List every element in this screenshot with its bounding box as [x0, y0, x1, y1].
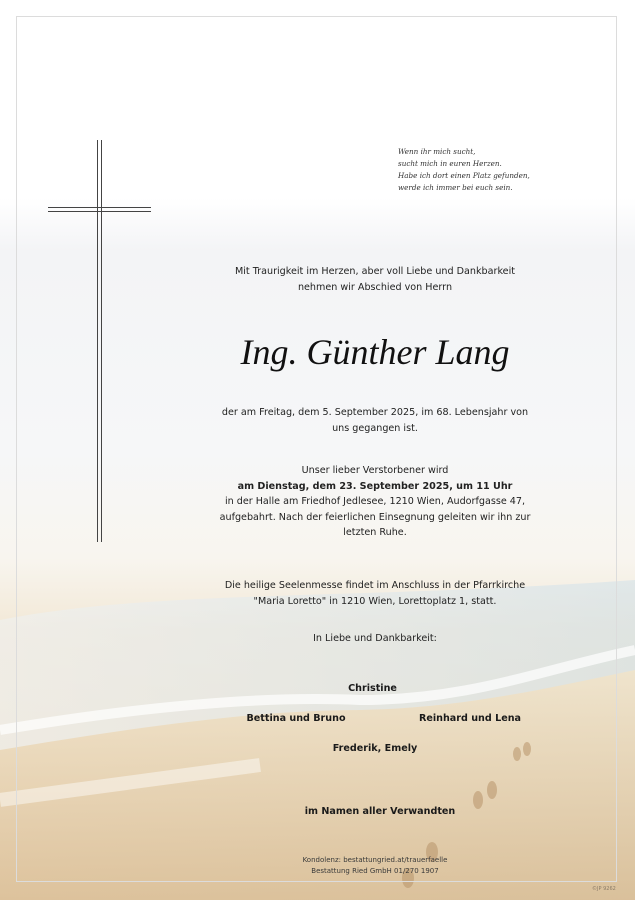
viewing-line: letzten Ruhe.: [343, 527, 407, 538]
footer-contact: [275, 855, 475, 877]
viewing-line: Unser lieber Verstorbener wird: [301, 465, 449, 476]
death-notice: [175, 405, 575, 436]
poem-line: werde ich immer bei euch sein.: [398, 183, 513, 192]
death-line: der am Freitag, dem 5. September 2025, im 68. Lebensjahr von: [221, 407, 529, 418]
memorial-poem: [398, 146, 618, 194]
relatives-note: im Namen aller Verwandten: [304, 806, 456, 817]
poem-line: Habe ich dort einen Platz gefunden,: [398, 171, 530, 180]
condolence-link[interactable]: Kondolenz: bestattungried.at/trauerfaelle: [302, 856, 448, 864]
closing-text: In Liebe und Dankbarkeit:: [313, 633, 437, 644]
family-member: Reinhard und Lena: [418, 713, 522, 724]
poem-line: sucht mich in euren Herzen.: [398, 159, 502, 168]
viewing-line: in der Halle am Friedhof Jedlesee, 1210 Wien, Audorfgasse 47,: [224, 496, 526, 507]
mass-line: "Maria Loretto" in 1210 Wien, Lorettoplatz 1, statt.: [253, 595, 497, 607]
viewing-date: am Dienstag, dem 23. September 2025, um 11 Uhr: [237, 480, 513, 492]
deceased-name: Ing. Günther Lang: [240, 332, 510, 372]
intro-text: [175, 264, 575, 295]
mass-line: Die heilige Seelenmesse findet im Anschluss in der Pfarrkirche: [224, 580, 526, 591]
intro-line: nehmen wir Abschied von Herrn: [297, 281, 453, 293]
poem-line: Wenn ihr mich sucht,: [398, 147, 476, 156]
viewing-details: [175, 463, 575, 541]
funeral-home: Bestattung Ried GmbH 01/270 1907: [311, 867, 439, 875]
death-line: uns gegangen ist.: [332, 422, 418, 434]
family-member: Christine: [348, 683, 397, 694]
mass-details: [175, 578, 575, 609]
document-code: ©JP 9262: [592, 886, 616, 892]
intro-line: Mit Traurigkeit im Herzen, aber voll Liebe und Dankbarkeit: [234, 266, 516, 277]
family-member: Frederik, Emely: [332, 743, 418, 754]
viewing-line: aufgebahrt. Nach der feierlichen Einsegnung geleiten wir ihn zur: [219, 511, 531, 523]
family-member: Bettina und Bruno: [246, 713, 346, 724]
